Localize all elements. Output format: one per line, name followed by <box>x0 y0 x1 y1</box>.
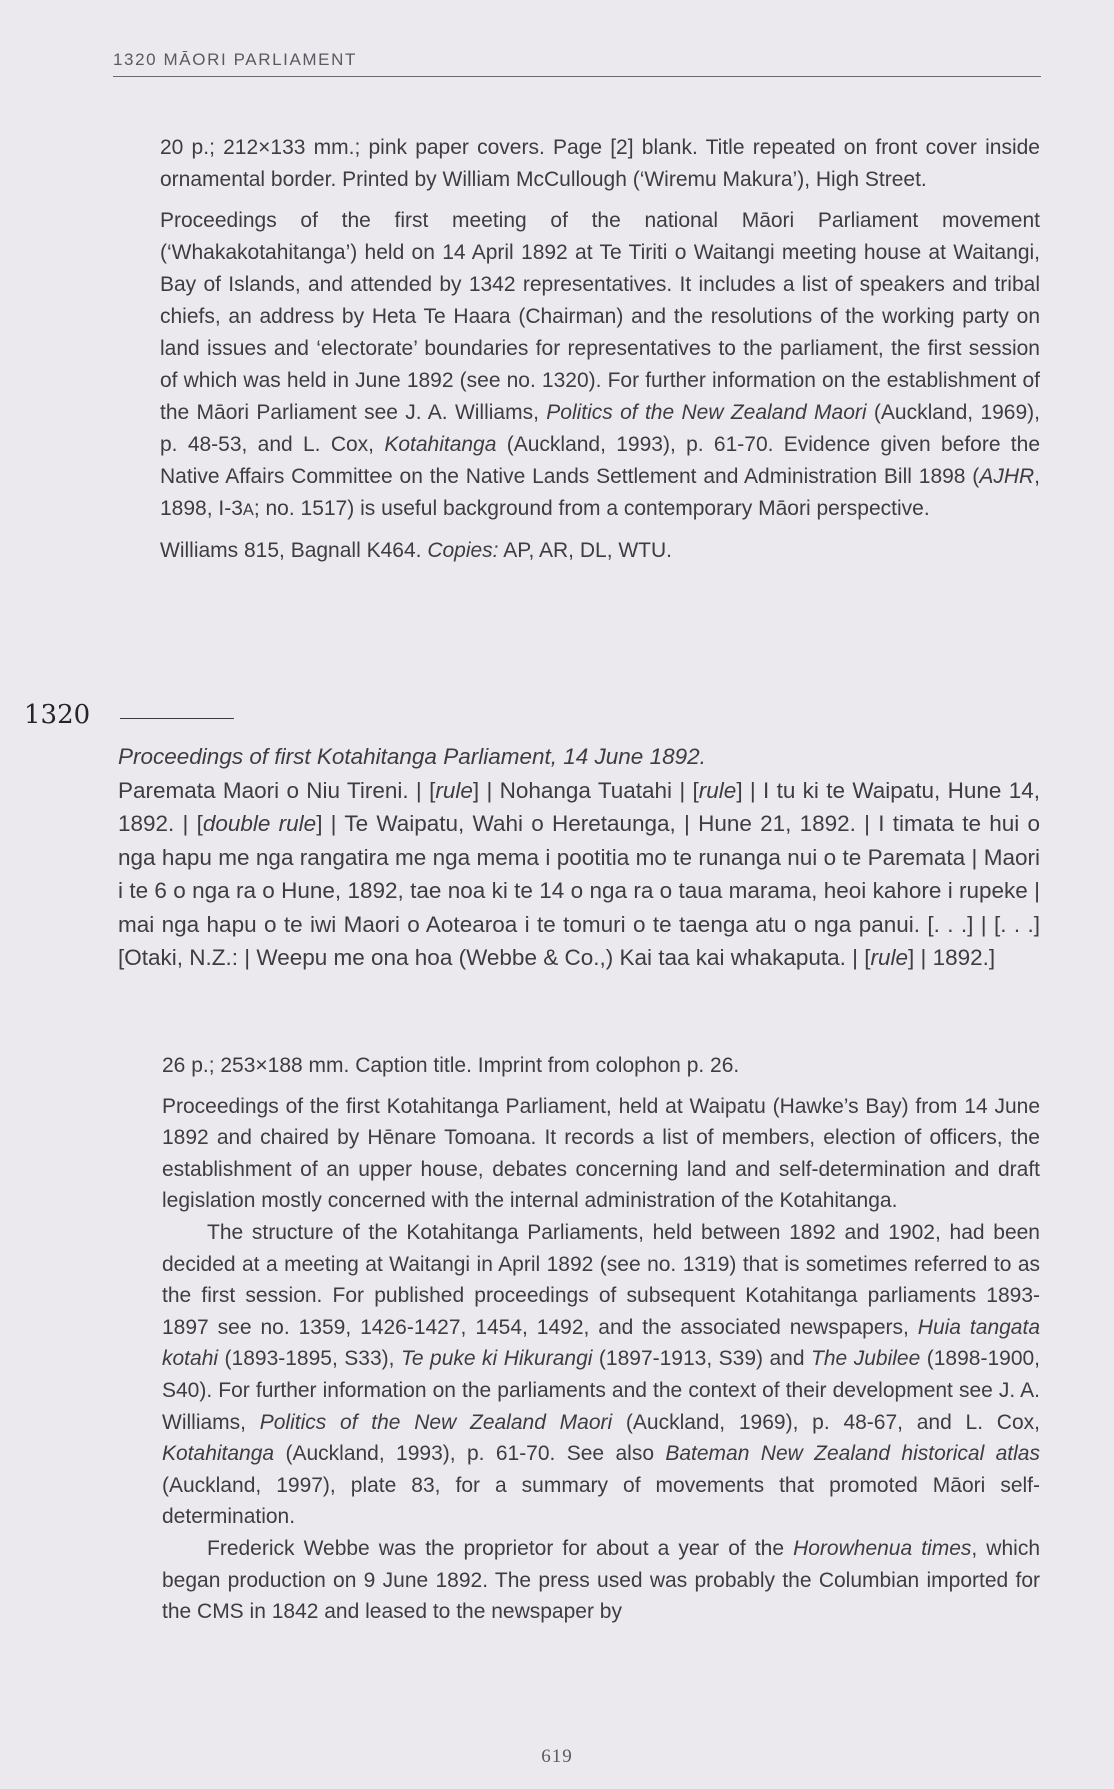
previous-entry-continuation <box>160 132 1040 567</box>
entry-notes <box>162 1050 1040 1628</box>
entry-note-2: The structure of the Kotahitanga Parliaments, held between 1892 and 1902, had been decided at a meeting at Waitangi in April 1892 (see no. 1319) that is sometimes referred to as the first session. For published proceedings of subsequent Kotahitanga parliaments 1893-1897 see no. 1359, 1426-1427, 1454, 1492, and the associated newspapers, Huia tangata kotahi (1893-1895, S33), Te puke ki Hikurangi (1897-1913, S39) and The Jubilee (1898-1900, S40). For further information on the parliaments and the context of their development see J. A. Williams, Politics of the New Zealand Maori (Auckland, 1969), p. 48-67, and L. Cox, Kotahitanga (Auckland, 1993), p. 61-70. See also Bateman New Zealand historical atlas (Auckland, 1997), plate 83, for a summary of movements that promoted Māori self-determination. <box>162 1220 1041 1529</box>
entry-transcription: Paremata Maori o Niu Tireni. | [rule] | Nohanga Tuatahi | [rule] | I tu ki te Waipatu, Hune 14, 1892. | [double rule] | Te Waipatu, Wahi o Heretaunga, | Hune 21, 1892. | I timata te hui o nga hapu me nga rangatira me nga mema i pootitia mo te runanga nui o te Paremata | Maori i te 6 o nga ra o Hune, 1892, tae noa ki te 14 o nga ra o taua marama, heoi kahore i rupeke | mai nga hapu o te iwi Maori o Aotearoa i te tomuri o te taenga atu o nga panui. [. . .] | [. . .] [Otaki, N.Z.: | Weepu me ona hoa (Webbe & Co.,) Kai taa kai whakaputa. | [rule] | 1892.] <box>118 777 1040 970</box>
previous-entry-collation: 20 p.; 212×133 mm.; pink paper covers. Page [2] blank. Title repeated on front cover inside ornamental border. Printed by William McCullough (‘Wiremu Makura’), High Street. <box>160 136 1040 191</box>
entry-note-1: Proceedings of the first Kotahitanga Parliament, held at Waipatu (Hawke’s Bay) from 14 June 1892 and chaired by Hēnare Tomoana. It records a list of members, election of officers, the establishment of an upper house, debates concerning land and self-determination and draft legislation mostly concerned with the internal administration of the Kotahitanga. <box>162 1094 1040 1213</box>
running-header: 1320 MĀORI PARLIAMENT <box>113 50 357 69</box>
entry-title: Proceedings of first Kotahitanga Parliament, 14 June 1892. <box>118 744 706 769</box>
entry-number: 1320 <box>24 700 91 730</box>
entry-collation: 26 p.; 253×188 mm. Caption title. Imprint from colophon p. 26. <box>162 1054 740 1077</box>
header-rule <box>113 76 1041 77</box>
entry-title-transcription <box>118 740 1040 975</box>
entry-note-3: Frederick Webbe was the proprietor for about a year of the Horowhenua times, which began production on 9 June 1892. The press used was probably the Columbian imported for the CMS in 1842 and leased to the newspaper by <box>162 1536 1040 1624</box>
page-number: 619 <box>541 1746 573 1767</box>
previous-entry-note: Proceedings of the first meeting of the national Māori Parliament movement (‘Whakakotahitanga’) held on 14 April 1892 at Te Tiriti o Waitangi meeting house at Waitangi, Bay of Islands, and attended by 1342 representatives. It includes a list of speakers and tribal chiefs, an address by Heta Te Haara (Chairman) and the resolutions of the working party on land issues and ‘electorate’ boundaries for representatives to the parliament, the first session of which was held in June 1892 (see no. 1320). For further information on the establishment of the Māori Parliament see J. A. Williams, Politics of the New Zealand Maori (Auckland, 1969), p. 48-53, and L. Cox, Kotahitanga (Auckland, 1993), p. 61-70. Evidence given before the Native Affairs Committee on the Native Lands Settlement and Administration Bill 1898 (AJHR, 1898, I-3A; no. 1517) is useful background from a contemporary Māori perspective. <box>160 209 1040 520</box>
entry-dash-rule <box>120 718 234 719</box>
previous-entry-references: Williams 815, Bagnall K464. Copies: AP, AR, DL, WTU. <box>160 539 673 562</box>
